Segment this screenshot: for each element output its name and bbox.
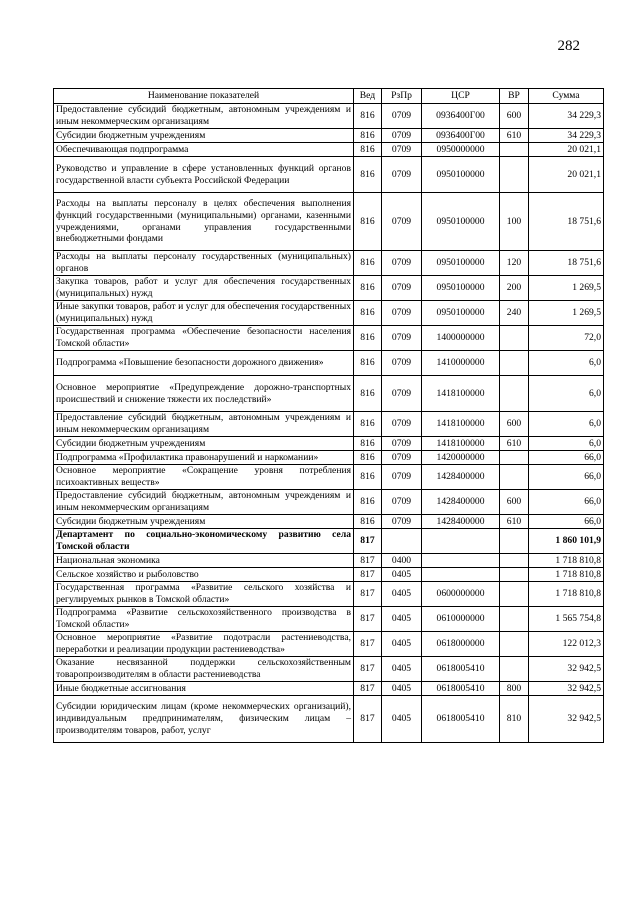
cell-name: Расходы на выплаты персоналу государственных (муниципальных) органов bbox=[54, 251, 354, 276]
cell-rzpr: 0709 bbox=[382, 326, 422, 351]
cell-sum: 6,0 bbox=[529, 351, 604, 376]
cell-csr: 0950100000 bbox=[422, 251, 500, 276]
cell-name: Расходы на выплаты персоналу в целях обеспечения выполнения функций государственными (муниципальными) органами, казенными учреждениями, органами управления государственными внебюджетными фондами bbox=[54, 193, 354, 251]
cell-rzpr: 0709 bbox=[382, 193, 422, 251]
cell-sum: 6,0 bbox=[529, 412, 604, 437]
cell-name: Субсидии бюджетным учреждениям bbox=[54, 437, 354, 451]
cell-name: Руководство и управление в сфере установленных функций органов государственной власти субъекта Российской Федерации bbox=[54, 157, 354, 193]
cell-csr: 1428400000 bbox=[422, 515, 500, 529]
header-vr: ВР bbox=[500, 89, 529, 104]
table-row bbox=[54, 529, 604, 554]
cell-vr bbox=[500, 632, 529, 657]
cell-vr bbox=[500, 554, 529, 568]
cell-csr: 1410000000 bbox=[422, 351, 500, 376]
cell-csr: 1418100000 bbox=[422, 376, 500, 412]
cell-sum: 32 942,5 bbox=[529, 696, 604, 743]
cell-name: Иные бюджетные ассигнования bbox=[54, 682, 354, 696]
cell-rzpr: 0709 bbox=[382, 276, 422, 301]
cell-rzpr: 0709 bbox=[382, 451, 422, 465]
cell-name: Основное мероприятие «Сокращение уровня потребления психоактивных веществ» bbox=[54, 465, 354, 490]
cell-ved: 816 bbox=[354, 157, 382, 193]
table-row bbox=[54, 657, 604, 682]
cell-vr: 100 bbox=[500, 193, 529, 251]
cell-vr bbox=[500, 607, 529, 632]
cell-sum: 1 860 101,9 bbox=[529, 529, 604, 554]
cell-vr bbox=[500, 451, 529, 465]
cell-csr: 1418100000 bbox=[422, 437, 500, 451]
cell-vr: 120 bbox=[500, 251, 529, 276]
cell-sum: 6,0 bbox=[529, 437, 604, 451]
cell-rzpr: 0709 bbox=[382, 490, 422, 515]
table-row bbox=[54, 568, 604, 582]
cell-sum: 72,0 bbox=[529, 326, 604, 351]
cell-sum: 122 012,3 bbox=[529, 632, 604, 657]
table-row bbox=[54, 412, 604, 437]
cell-ved: 816 bbox=[354, 376, 382, 412]
cell-vr bbox=[500, 465, 529, 490]
cell-rzpr: 0405 bbox=[382, 607, 422, 632]
cell-vr bbox=[500, 529, 529, 554]
cell-rzpr: 0709 bbox=[382, 465, 422, 490]
cell-ved: 817 bbox=[354, 682, 382, 696]
cell-csr: 1400000000 bbox=[422, 326, 500, 351]
cell-name: Государственная программа «Развитие сельского хозяйства и регулируемых рынков в Томской области» bbox=[54, 582, 354, 607]
cell-vr: 200 bbox=[500, 276, 529, 301]
cell-ved: 816 bbox=[354, 515, 382, 529]
table-row bbox=[54, 251, 604, 276]
cell-sum: 66,0 bbox=[529, 515, 604, 529]
header-rzpr: РзПр bbox=[382, 89, 422, 104]
cell-ved: 816 bbox=[354, 326, 382, 351]
cell-vr: 610 bbox=[500, 129, 529, 143]
cell-name: Департамент по социально-экономическому развитию села Томской области bbox=[54, 529, 354, 554]
table-header-row bbox=[54, 89, 604, 104]
cell-vr: 610 bbox=[500, 515, 529, 529]
cell-sum: 1 565 754,8 bbox=[529, 607, 604, 632]
cell-sum: 66,0 bbox=[529, 490, 604, 515]
table-row bbox=[54, 326, 604, 351]
cell-name: Государственная программа «Обеспечение безопасности населения Томской области» bbox=[54, 326, 354, 351]
cell-name: Основное мероприятие «Предупреждение дорожно-транспортных происшествий и снижение тяжести их последствий» bbox=[54, 376, 354, 412]
cell-ved: 816 bbox=[354, 301, 382, 326]
cell-ved: 817 bbox=[354, 568, 382, 582]
cell-ved: 816 bbox=[354, 251, 382, 276]
cell-name: Обеспечивающая подпрограмма bbox=[54, 143, 354, 157]
cell-ved: 816 bbox=[354, 490, 382, 515]
cell-ved: 816 bbox=[354, 104, 382, 129]
cell-sum: 1 718 810,8 bbox=[529, 568, 604, 582]
cell-ved: 817 bbox=[354, 657, 382, 682]
cell-rzpr: 0709 bbox=[382, 351, 422, 376]
table-row bbox=[54, 451, 604, 465]
cell-csr: 0950100000 bbox=[422, 193, 500, 251]
cell-ved: 816 bbox=[354, 451, 382, 465]
cell-csr: 0950000000 bbox=[422, 143, 500, 157]
cell-rzpr: 0405 bbox=[382, 632, 422, 657]
cell-csr: 0610000000 bbox=[422, 607, 500, 632]
cell-name: Закупка товаров, работ и услуг для обеспечения государственных (муниципальных) нужд bbox=[54, 276, 354, 301]
cell-vr: 240 bbox=[500, 301, 529, 326]
cell-vr: 600 bbox=[500, 412, 529, 437]
cell-rzpr: 0709 bbox=[382, 515, 422, 529]
cell-csr: 0618000000 bbox=[422, 632, 500, 657]
cell-csr bbox=[422, 554, 500, 568]
cell-name: Субсидии юридическим лицам (кроме некоммерческих организаций), индивидуальным предпринимателям, физическим лицам – производителям товаров, работ, услуг bbox=[54, 696, 354, 743]
cell-sum: 34 229,3 bbox=[529, 104, 604, 129]
cell-ved: 816 bbox=[354, 412, 382, 437]
table-row bbox=[54, 607, 604, 632]
cell-csr: 0618005410 bbox=[422, 696, 500, 743]
cell-csr: 0936400Г00 bbox=[422, 104, 500, 129]
table-body bbox=[54, 104, 604, 743]
cell-csr: 0618005410 bbox=[422, 657, 500, 682]
cell-sum: 18 751,6 bbox=[529, 193, 604, 251]
cell-rzpr: 0405 bbox=[382, 682, 422, 696]
cell-csr: 1418100000 bbox=[422, 412, 500, 437]
table-row bbox=[54, 143, 604, 157]
cell-ved: 817 bbox=[354, 696, 382, 743]
cell-sum: 20 021,1 bbox=[529, 143, 604, 157]
cell-vr bbox=[500, 326, 529, 351]
table-row bbox=[54, 632, 604, 657]
cell-ved: 816 bbox=[354, 437, 382, 451]
cell-rzpr: 0709 bbox=[382, 129, 422, 143]
table-row bbox=[54, 276, 604, 301]
cell-rzpr: 0709 bbox=[382, 412, 422, 437]
cell-ved: 816 bbox=[354, 143, 382, 157]
cell-sum: 34 229,3 bbox=[529, 129, 604, 143]
cell-ved: 816 bbox=[354, 276, 382, 301]
table-row bbox=[54, 376, 604, 412]
table-row bbox=[54, 157, 604, 193]
cell-ved: 817 bbox=[354, 582, 382, 607]
cell-rzpr: 0400 bbox=[382, 554, 422, 568]
table-row bbox=[54, 351, 604, 376]
table-row bbox=[54, 554, 604, 568]
page-number: 282 bbox=[557, 38, 580, 54]
cell-name: Субсидии бюджетным учреждениям bbox=[54, 515, 354, 529]
table-row bbox=[54, 582, 604, 607]
table-row bbox=[54, 465, 604, 490]
cell-rzpr bbox=[382, 529, 422, 554]
header-name: Наименование показателей bbox=[54, 89, 354, 104]
cell-sum: 18 751,6 bbox=[529, 251, 604, 276]
cell-rzpr: 0709 bbox=[382, 143, 422, 157]
budget-table bbox=[53, 88, 604, 743]
cell-name: Подпрограмма «Профилактика правонарушений и наркомании» bbox=[54, 451, 354, 465]
cell-vr bbox=[500, 582, 529, 607]
cell-csr bbox=[422, 568, 500, 582]
cell-csr: 0950100000 bbox=[422, 157, 500, 193]
cell-rzpr: 0709 bbox=[382, 376, 422, 412]
table-row bbox=[54, 490, 604, 515]
cell-csr: 1428400000 bbox=[422, 465, 500, 490]
header-sum: Сумма bbox=[529, 89, 604, 104]
table-row bbox=[54, 104, 604, 129]
cell-name: Подпрограмма «Повышение безопасности дорожного движения» bbox=[54, 351, 354, 376]
cell-sum: 1 269,5 bbox=[529, 301, 604, 326]
cell-csr: 0600000000 bbox=[422, 582, 500, 607]
table-row bbox=[54, 696, 604, 743]
cell-name: Сельское хозяйство и рыболовство bbox=[54, 568, 354, 582]
cell-ved: 816 bbox=[354, 129, 382, 143]
cell-vr bbox=[500, 568, 529, 582]
cell-sum: 6,0 bbox=[529, 376, 604, 412]
cell-rzpr: 0709 bbox=[382, 251, 422, 276]
cell-vr bbox=[500, 143, 529, 157]
table-row bbox=[54, 682, 604, 696]
table-row bbox=[54, 129, 604, 143]
table-row bbox=[54, 515, 604, 529]
cell-vr: 800 bbox=[500, 682, 529, 696]
cell-sum: 1 269,5 bbox=[529, 276, 604, 301]
cell-csr: 0950100000 bbox=[422, 301, 500, 326]
cell-sum: 20 021,1 bbox=[529, 157, 604, 193]
cell-csr bbox=[422, 529, 500, 554]
cell-name: Предоставление субсидий бюджетным, автономным учреждениям и иным некоммерческим организациям bbox=[54, 490, 354, 515]
cell-rzpr: 0709 bbox=[382, 104, 422, 129]
cell-ved: 816 bbox=[354, 193, 382, 251]
table-row bbox=[54, 437, 604, 451]
cell-csr: 0950100000 bbox=[422, 276, 500, 301]
cell-csr: 0618005410 bbox=[422, 682, 500, 696]
cell-rzpr: 0405 bbox=[382, 568, 422, 582]
cell-vr: 610 bbox=[500, 437, 529, 451]
cell-ved: 817 bbox=[354, 554, 382, 568]
cell-vr bbox=[500, 351, 529, 376]
cell-sum: 1 718 810,8 bbox=[529, 554, 604, 568]
cell-name: Основное мероприятие «Развитие подотрасли растениеводства, переработки и реализации продукции растениеводства» bbox=[54, 632, 354, 657]
cell-sum: 1 718 810,8 bbox=[529, 582, 604, 607]
cell-sum: 32 942,5 bbox=[529, 682, 604, 696]
cell-name: Национальная экономика bbox=[54, 554, 354, 568]
cell-rzpr: 0405 bbox=[382, 696, 422, 743]
cell-csr: 0936400Г00 bbox=[422, 129, 500, 143]
cell-name: Предоставление субсидий бюджетным, автономным учреждениям и иным некоммерческим организациям bbox=[54, 104, 354, 129]
cell-sum: 32 942,5 bbox=[529, 657, 604, 682]
cell-rzpr: 0709 bbox=[382, 157, 422, 193]
cell-name: Подпрограмма «Развитие сельскохозяйственного производства в Томской области» bbox=[54, 607, 354, 632]
cell-ved: 816 bbox=[354, 351, 382, 376]
cell-name: Оказание несвязанной поддержки сельскохозяйственным товаропроизводителям в области растениеводства bbox=[54, 657, 354, 682]
cell-name: Субсидии бюджетным учреждениям bbox=[54, 129, 354, 143]
cell-vr: 810 bbox=[500, 696, 529, 743]
cell-vr bbox=[500, 657, 529, 682]
cell-name: Иные закупки товаров, работ и услуг для обеспечения государственных (муниципальных) нужд bbox=[54, 301, 354, 326]
cell-csr: 1420000000 bbox=[422, 451, 500, 465]
cell-ved: 817 bbox=[354, 632, 382, 657]
header-ved: Вед bbox=[354, 89, 382, 104]
table-row bbox=[54, 193, 604, 251]
cell-rzpr: 0405 bbox=[382, 582, 422, 607]
header-csr: ЦСР bbox=[422, 89, 500, 104]
cell-ved: 817 bbox=[354, 529, 382, 554]
cell-rzpr: 0405 bbox=[382, 657, 422, 682]
cell-vr: 600 bbox=[500, 490, 529, 515]
cell-ved: 816 bbox=[354, 465, 382, 490]
cell-sum: 66,0 bbox=[529, 465, 604, 490]
cell-csr: 1428400000 bbox=[422, 490, 500, 515]
table-row bbox=[54, 301, 604, 326]
cell-vr: 600 bbox=[500, 104, 529, 129]
cell-sum: 66,0 bbox=[529, 451, 604, 465]
cell-rzpr: 0709 bbox=[382, 437, 422, 451]
cell-rzpr: 0709 bbox=[382, 301, 422, 326]
cell-ved: 817 bbox=[354, 607, 382, 632]
cell-vr bbox=[500, 376, 529, 412]
cell-name: Предоставление субсидий бюджетным, автономным учреждениям и иным некоммерческим организациям bbox=[54, 412, 354, 437]
cell-vr bbox=[500, 157, 529, 193]
